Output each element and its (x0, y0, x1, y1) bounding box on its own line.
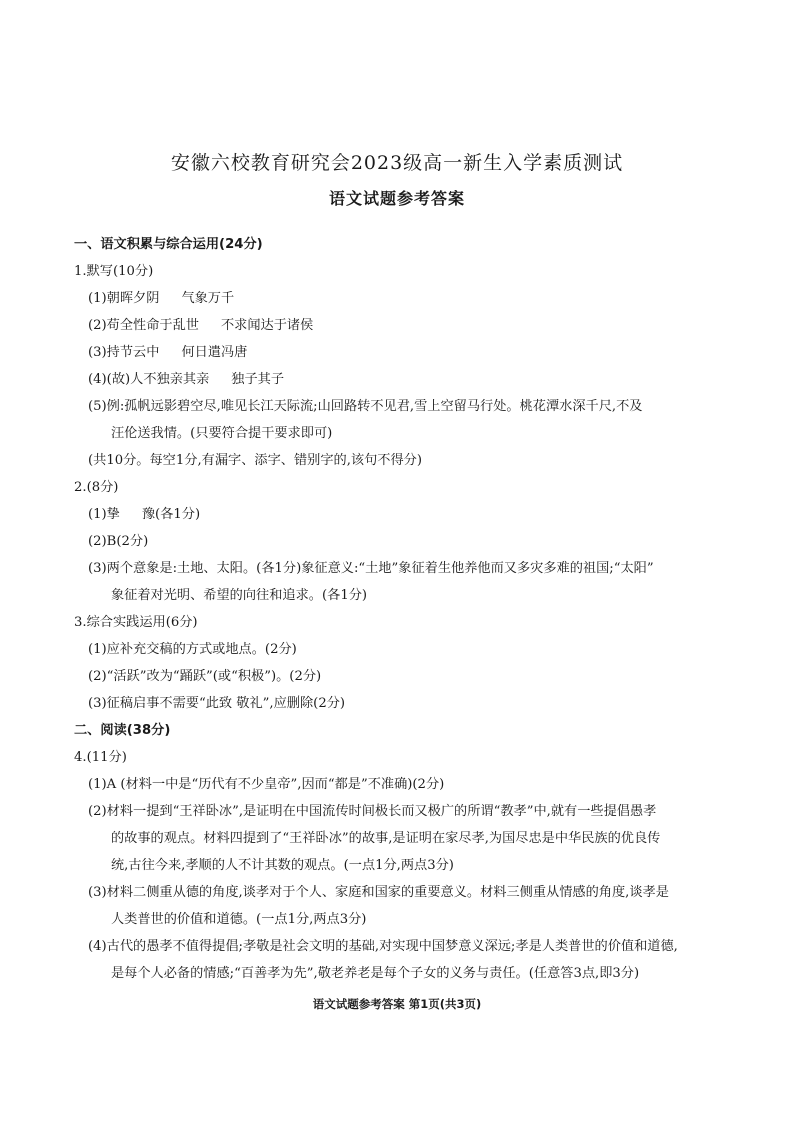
question-2-label: 2.(8分) (74, 480, 119, 495)
question-1-scoring-note: (共10分。每空1分,有漏字、添字、错别字的,该句不得分) (88, 453, 422, 468)
answer-3-2: (2)“活跃”改为“踊跃”(或“积极”)。(2分) (88, 669, 322, 684)
answer-4-4-line-1: (4)古代的愚孝不值得提倡;孝敬是社会文明的基础,对实现中国梦意义深远;孝是人类普世的价值和道德, (88, 939, 678, 954)
section-heading-1: 一、语文积累与综合运用(24分) (74, 237, 263, 252)
answer-4-1: (1)A (材料一中是“历代有不少皇帝”,因而“都是”不准确)(2分) (88, 777, 445, 792)
exam-subtitle: 语文试题参考答案 (328, 189, 465, 208)
answer-1-3: (3)持节云中 何日遣冯唐 (88, 345, 248, 360)
question-4-label: 4.(11分) (74, 750, 127, 765)
answer-2-3-line-1: (3)两个意象是:土地、太阳。(各1分)象征意义:“土地”象征着生他养他而又多灾多难的祖国;“太阳” (88, 561, 654, 576)
answer-1-5-line-1: (5)例:孤帆远影碧空尽,唯见长江天际流;山回路转不见君,雪上空留马行处。桃花潭水深千尺,不及 (88, 399, 643, 414)
answer-1-5-line-2: 汪伦送我情。(只要符合提干要求即可) (111, 426, 333, 441)
answer-2-1: (1)挚 豫(各1分) (88, 507, 201, 522)
page-footer: 语文试题参考答案 第1页(共3页) (312, 997, 482, 1011)
answer-2-2: (2)B(2分) (88, 534, 149, 549)
answer-4-2-line-2: 的故事的观点。材料四提到了“王祥卧冰”的故事,是证明在家尽孝,为国尽忠是中华民族的优良传 (111, 831, 661, 846)
answer-4-2-line-3: 统,古往今来,孝顺的人不计其数的观点。(一点1分,两点3分) (111, 858, 454, 873)
answer-4-3-line-1: (3)材料二侧重从德的角度,谈孝对于个人、家庭和国家的重要意义。材料三侧重从情感的角度,谈孝是 (88, 885, 669, 900)
answer-3-3: (3)征稿启事不需要“此致 敬礼”,应删除(2分) (88, 696, 346, 711)
answer-4-3-line-2: 人类普世的价值和道德。(一点1分,两点3分) (111, 912, 367, 927)
question-3-label: 3.综合实践运用(6分) (74, 615, 198, 630)
answer-1-4: (4)(故)人不独亲其亲 独子其子 (88, 372, 285, 387)
exam-title: 安徽六校教育研究会2023级高一新生入学素质测试 (170, 152, 624, 174)
answer-4-2-line-1: (2)材料一提到“王祥卧冰”,是证明在中国流传时间极长而又极广的所谓“教孝”中,就有一些提倡愚孝 (88, 804, 657, 819)
answer-4-4-line-2: 是每个人必备的情感;“百善孝为先”,敬老养老是每个子女的义务与责任。(任意答3点,即3分) (111, 966, 640, 981)
answer-1-2: (2)苟全性命于乱世 不求闻达于诸侯 (88, 318, 314, 333)
answer-2-3-line-2: 象征着对光明、希望的向往和追求。(各1分) (111, 588, 368, 603)
answer-3-1: (1)应补充交稿的方式或地点。(2分) (88, 642, 297, 657)
section-heading-2: 二、阅读(38分) (74, 723, 171, 738)
question-1-label: 1.默写(10分) (74, 264, 154, 279)
answer-1-1: (1)朝晖夕阴 气象万千 (88, 291, 235, 306)
